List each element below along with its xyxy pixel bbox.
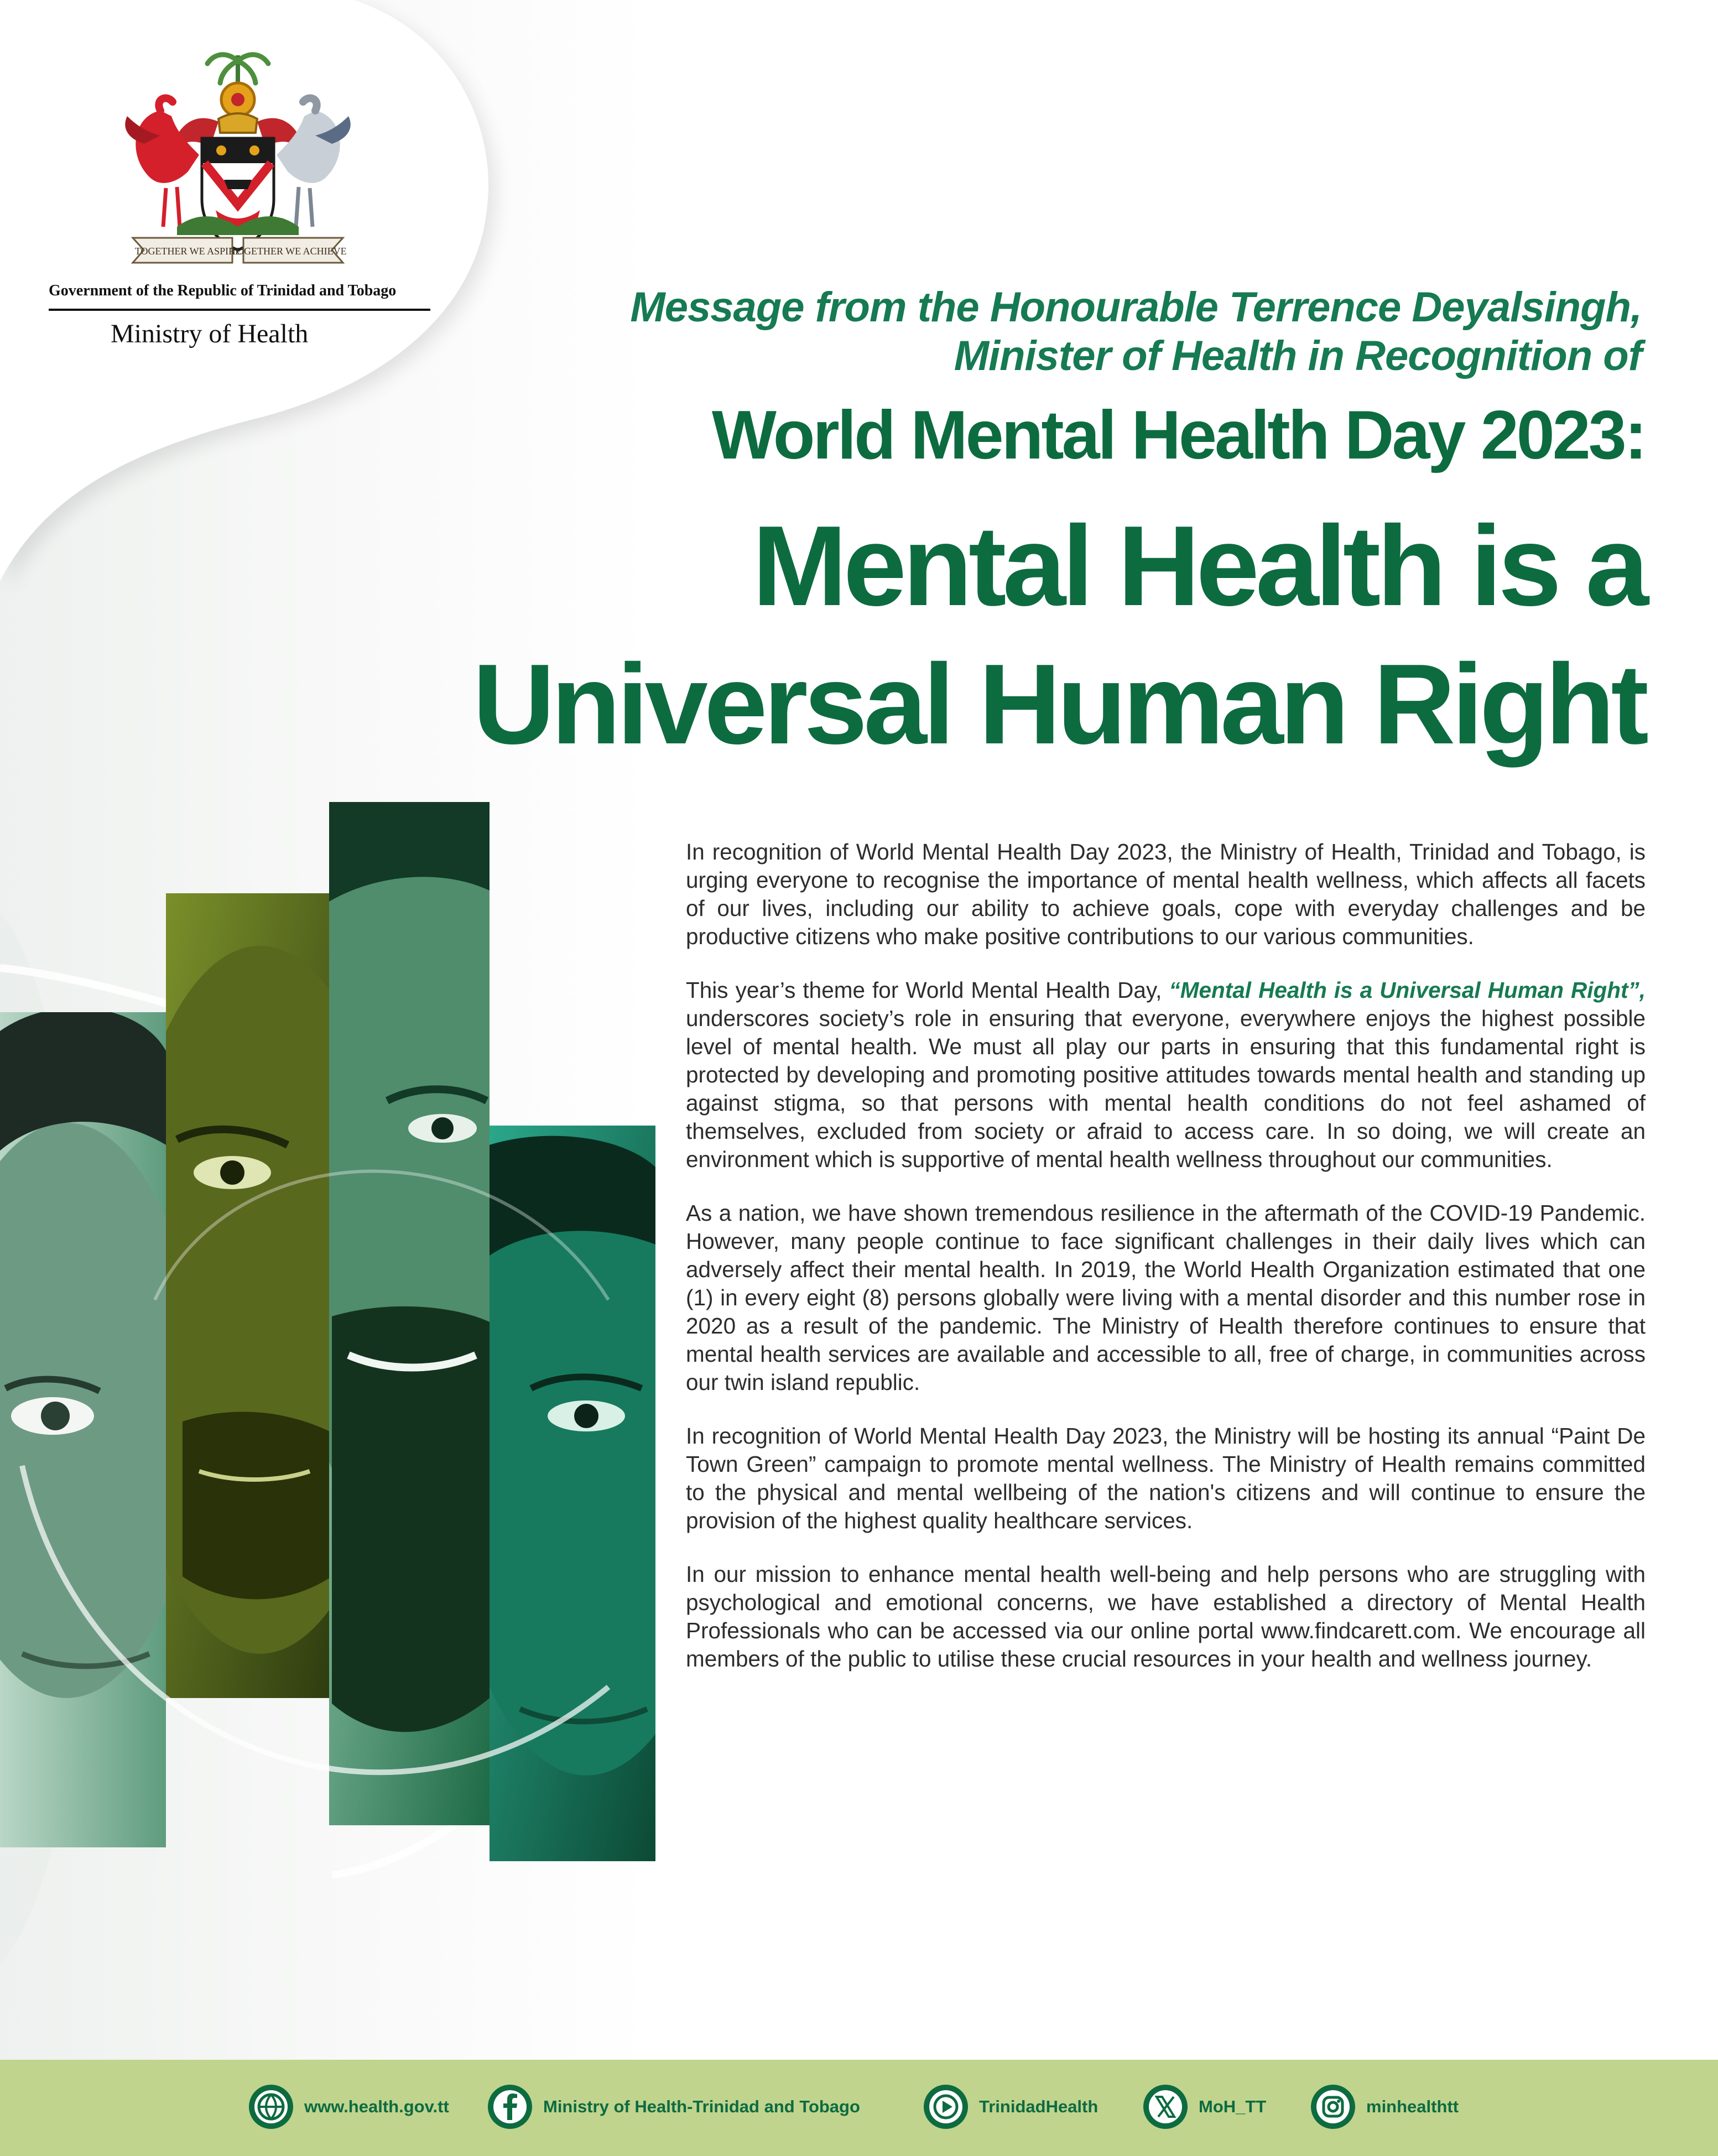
government-line: Government of the Republic of Trinidad and Tobago bbox=[49, 282, 397, 299]
message-body bbox=[686, 838, 1646, 1699]
motto-right: TOGETHER WE ACHIEVE bbox=[231, 246, 347, 257]
facebook-label: Ministry of Health-Trinidad and Tobago bbox=[543, 2097, 860, 2116]
youtube-icon bbox=[923, 2084, 969, 2130]
website-label: www.health.gov.tt bbox=[304, 2097, 449, 2116]
ministry-logo bbox=[44, 44, 431, 354]
paragraph-2 bbox=[686, 976, 1646, 1174]
website-link[interactable] bbox=[248, 2082, 449, 2132]
motto-left: TOGETHER WE ASPIRE bbox=[134, 246, 242, 257]
paragraph-2-rest: underscores society’s role in ensuring that everyone, everywhere enjoys the highest possible level of mental health. We must all play our parts in ensuring that this fundamental right is protected by developing and promoting positive attitudes towards mental health and standing up against stigma, so that persons with mental health conditions do not feel ashamed of themselves, excluded from society or afraid to access care. In so doing, we will create an environment which is supportive of mental health wellness throughout our communities. bbox=[686, 1006, 1646, 1172]
paragraph-5: In our mission to enhance mental health well-being and help persons who are struggling with psychological and emotional concerns, we have established a directory of Mental Health Professionals who can be accessed via our online portal www.findcarett.com. We encourage all members of the public to utilise these crucial resources in your health and wellness journey. bbox=[686, 1561, 1646, 1671]
coat-of-arms-icon bbox=[111, 44, 365, 277]
facebook-icon bbox=[487, 2084, 533, 2130]
instagram-link[interactable] bbox=[1310, 2082, 1459, 2132]
theme-headline-line2: Universal Human Right bbox=[472, 640, 1645, 768]
logo-divider bbox=[49, 309, 430, 311]
recognition-line: Minister of Health in Recognition of bbox=[954, 332, 1642, 379]
footer-bar bbox=[0, 2060, 1718, 2156]
theme-headline-line1: Mental Health is a bbox=[752, 502, 1645, 629]
paragraph-3: As a nation, we have shown tremendous resilience in the aftermath of the COVID-19 Pandemic. However, many people continue to face significant challenges in their daily lives which can adversely affect their mental health. In 2019, the World Health Organization estimated that one (1) in every eight (8) persons globally were living with a mental disorder and this number rose in 2020 as a result of the pandemic. The Ministry of Health therefore continues to ensure that mental health services are available and accessible to all, free of charge, in communities across our twin island republic. bbox=[686, 1200, 1646, 1395]
theme-quote: “Mental Health is a Universal Human Right”, bbox=[1169, 977, 1646, 1003]
ministry-name: Ministry of Health bbox=[111, 319, 309, 348]
globe-icon bbox=[248, 2084, 294, 2130]
facebook-link[interactable] bbox=[487, 2082, 860, 2132]
paragraph-1: In recognition of World Mental Health Day 2023, the Ministry of Health, Trinidad and Tobago, is urging everyone to recognise the importance of mental health wellness, which affects all facets of our lives, including our ability to achieve goals, cope with everyday challenges and be productive citizens who make positive contributions to our various communities. bbox=[686, 839, 1646, 949]
message-from-line: Message from the Honourable Terrence Deyalsingh, bbox=[630, 284, 1642, 331]
paragraph-2-prefix: This year’s theme for World Mental Health Day, bbox=[686, 977, 1169, 1003]
event-title: World Mental Health Day 2023: bbox=[711, 397, 1645, 473]
instagram-label: minhealthtt bbox=[1366, 2097, 1459, 2116]
instagram-icon bbox=[1310, 2084, 1356, 2130]
youtube-link[interactable] bbox=[923, 2082, 1098, 2132]
x-link[interactable] bbox=[1142, 2082, 1266, 2132]
youtube-label: TrinidadHealth bbox=[979, 2097, 1099, 2116]
faces-collage-image bbox=[0, 802, 675, 1881]
paragraph-4: In recognition of World Mental Health Day 2023, the Ministry will be hosting its annual “Paint De Town Green” campaign to promote mental wellness. The Ministry of Health remains committed to the physical and mental wellbeing of the nation's citizens and will continue to ensure the provision of the highest quality healthcare services. bbox=[686, 1423, 1646, 1533]
x-label: MoH_TT bbox=[1199, 2097, 1267, 2116]
x-icon bbox=[1142, 2084, 1189, 2130]
